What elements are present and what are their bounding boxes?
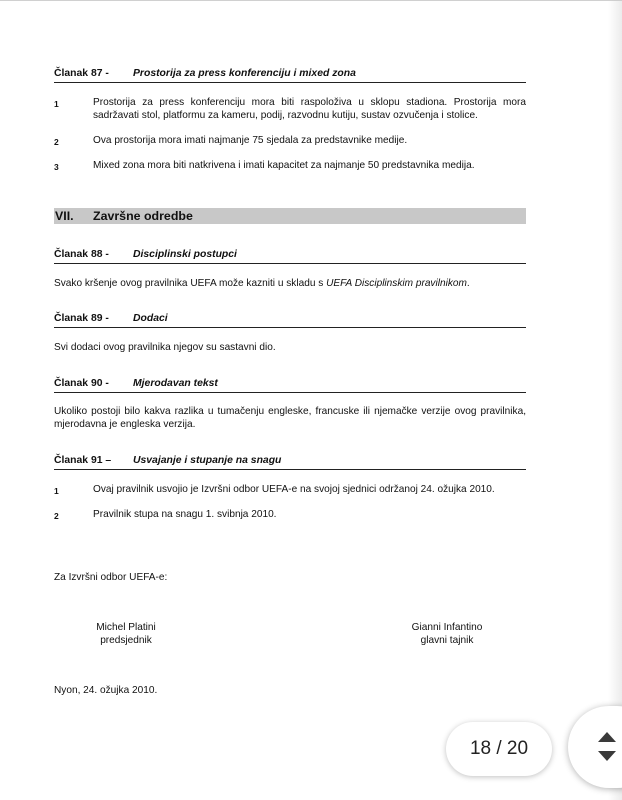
section-title: Završne odredbe [93,209,193,223]
page-scroll-control[interactable] [568,706,622,788]
signature-intro: Za Izvršni odbor UEFA-e: [54,572,168,583]
page-indicator-text: 18 / 20 [469,738,529,759]
article-number: Članak 87 - [54,68,109,79]
article-title: Dodaci [133,313,168,324]
article-88-heading [54,249,526,264]
chevron-down-icon[interactable] [598,751,616,761]
page-top-border [0,0,622,1]
article-number: Članak 90 - [54,378,109,389]
place-date: Nyon, 24. ožujka 2010. [54,685,158,696]
paragraph-number: 2 [54,137,59,147]
text-regular: Svako kršenje ovog pravilnika UEFA može kazniti u skladu s [54,278,327,289]
paragraph-text: Mixed zona mora biti natkrivena i imati kapacitet za najmanje 50 predstavnika medija. [93,160,475,171]
signatory-name: Gianni Infantino [411,622,483,633]
article-number: Članak 88 - [54,249,109,260]
page-indicator [446,722,552,776]
article-90-text: Ukoliko postoji bilo kakva razlika u tumačenju engleske, francuske ili njemačke verzije ovog pravilnika, mjerodavna je engleska verzija. [54,406,526,430]
paragraph-number: 2 [54,511,59,521]
article-91-heading [54,455,526,470]
text-end: . [466,278,470,289]
signatory-name: Michel Platini [96,622,156,633]
paragraph-number: 1 [54,99,59,109]
paragraph-number: 1 [54,486,59,496]
article-90-heading [54,378,526,393]
article-title: Disciplinski postupci [133,249,237,260]
signatory-left [76,621,176,647]
paragraph-text: Ovaj pravilnik usvojio je Izvršni odbor UEFA-e na svojoj sjednici održanoj 24. ožujka 2010. [93,484,495,495]
signatory-role: predsjednik [100,635,152,646]
text-italic: UEFA Disciplinskim pravilnikom [326,278,467,289]
page-edge-shadow [608,0,622,800]
chevron-up-icon[interactable] [598,732,616,742]
paragraph-text: Prostorija za press konferenciju mora biti raspoloživa u sklopu stadiona. Prostorija mora sadržavati stol, platformu za kameru, podij, razvodnu kutiju, sustav ozvučenja i stolice. [93,97,526,121]
article-title: Usvajanje i stupanje na snagu [133,455,282,466]
article-88-text [54,277,526,290]
article-number: Članak 91 – [54,455,112,466]
paragraph-number: 3 [54,162,59,172]
article-title: Prostorija za press konferenciju i mixed zona [133,68,356,79]
article-title: Mjerodavan tekst [133,378,218,389]
article-89-heading [54,313,526,328]
paragraph-text: Ova prostorija mora imati najmanje 75 sjedala za predstavnike medije. [93,135,408,146]
signatory-right [392,621,502,647]
signatory-role: glavni tajnik [420,635,474,646]
paragraph-text: Pravilnik stupa na snagu 1. svibnja 2010. [93,509,277,520]
article-89-text: Svi dodaci ovog pravilnika njegov su sastavni dio. [54,342,276,353]
article-87-heading [54,68,526,83]
article-number: Članak 89 - [54,313,109,324]
section-number: VII. [55,209,74,223]
section-heading [54,208,526,224]
